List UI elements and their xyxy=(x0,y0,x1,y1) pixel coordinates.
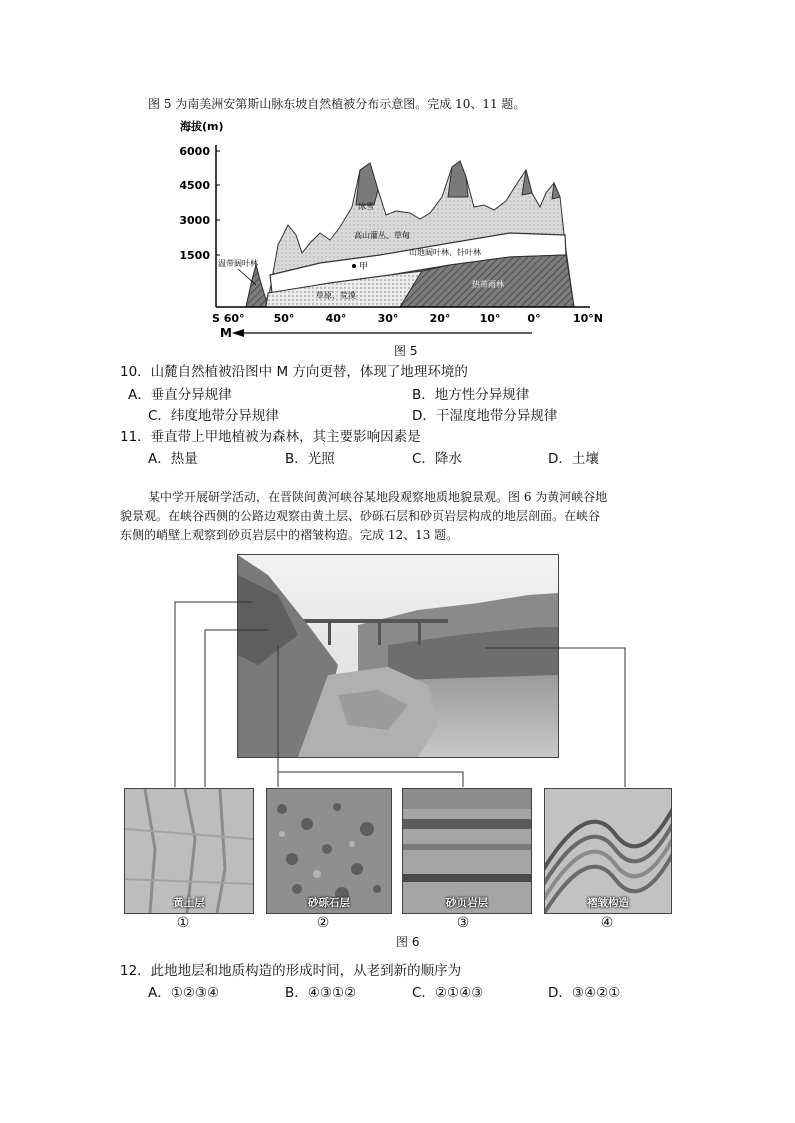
q12-option-a: A．①②③④ xyxy=(148,985,220,1001)
photo-loess-layer xyxy=(124,788,254,914)
q10-stem: 10．山麓自然植被沿图中 M 方向更替，体现了地理环境的 xyxy=(120,364,468,380)
photo-label-gravel: 砂砾石层 xyxy=(308,897,350,909)
intro-fig6-line3: 东侧的峭壁上观察到砂页岩层中的褶皱构造。完成 12、13 题。 xyxy=(120,528,459,542)
label-point-jia: 甲 xyxy=(359,262,369,272)
y-tick-4500: 4500 xyxy=(179,179,210,192)
figure-6-caption: 图 6 xyxy=(396,935,420,949)
photo-label-fold: 褶皱构造 xyxy=(587,897,629,909)
q11-option-c: C．降水 xyxy=(412,451,462,467)
photo-label-sandstone-shale: 砂页岩层 xyxy=(446,897,488,909)
x-tick-10n: 10°N xyxy=(572,312,604,325)
y-tick-3000: 3000 xyxy=(179,214,210,227)
q10-option-a: A．垂直分异规律 xyxy=(128,387,232,403)
arrow-label-m: M xyxy=(220,326,232,340)
q11-option-b: B．光照 xyxy=(285,451,335,467)
photo-label-loess: 黄土层 xyxy=(173,897,205,909)
q12-option-c: C．②①④③ xyxy=(412,985,484,1001)
intro-fig6-line2: 貌景观。在峡谷西侧的公路边观察由黄土层、砂砾石层和砂页岩层构成的地层剖面。在峡谷 xyxy=(120,509,601,523)
q11-option-d: D．土壤 xyxy=(548,451,599,467)
q11-stem: 11．垂直带上甲地植被为森林，其主要影响因素是 xyxy=(120,429,421,445)
leader-lines xyxy=(120,590,640,790)
figure-5-caption: 图 5 xyxy=(394,344,418,358)
q12-option-b: B．④③①② xyxy=(285,985,357,1001)
q12-stem: 12．此地地层和地质构造的形成时间，从老到新的顺序为 xyxy=(120,963,462,979)
label-steppe: 草原、荒漠 xyxy=(316,291,356,300)
x-tick-s60: S 60° xyxy=(212,312,245,325)
figure-5-diagram xyxy=(160,115,620,345)
temperate-forest-zone xyxy=(246,265,266,307)
ice-cap-1 xyxy=(356,163,378,205)
y-tick-6000: 6000 xyxy=(179,145,210,158)
x-tick-50: 50° xyxy=(273,312,295,325)
q12-option-d: D．③④②① xyxy=(548,985,621,1001)
photo-gravel-layer xyxy=(266,788,392,914)
ice-cap-4 xyxy=(552,183,560,199)
label-ice-snow: 冰雪 xyxy=(358,202,374,211)
x-tick-40: 40° xyxy=(325,312,347,325)
q10-option-c: C．纬度地带分异规律 xyxy=(148,408,279,424)
x-tick-10: 10° xyxy=(479,312,501,325)
photo-sandstone-shale-layer xyxy=(402,788,532,914)
intro-fig6-line1: 某中学开展研学活动，在晋陕间黄河峡谷某地段观察地质地貌景观。图 6 为黄河峡谷地 xyxy=(148,490,608,504)
photo-num-3: ③ xyxy=(456,915,470,931)
ice-cap-2 xyxy=(448,161,468,197)
q11-option-a: A．热量 xyxy=(148,451,198,467)
photo-num-2: ② xyxy=(316,915,330,931)
x-tick-30: 30° xyxy=(377,312,399,325)
label-alpine: 高山灌丛、草甸 xyxy=(354,231,410,240)
label-rainforest: 热带雨林 xyxy=(472,280,504,289)
label-temperate: 温带阔叶林 xyxy=(218,259,258,268)
y-axis-title: 海拔(m) xyxy=(180,120,224,133)
y-tick-1500: 1500 xyxy=(179,249,210,262)
q10-option-b: B．地方性分异规律 xyxy=(412,387,530,403)
intro-fig5: 图 5 为南美洲安第斯山脉东坡自然植被分布示意图。完成 10、11 题。 xyxy=(148,97,526,111)
q10-option-d: D．干湿度地带分异规律 xyxy=(412,408,558,424)
point-jia-marker xyxy=(352,264,356,268)
photo-num-4: ④ xyxy=(600,915,614,931)
x-tick-0: 0° xyxy=(527,312,541,325)
photo-num-1: ① xyxy=(176,915,190,931)
label-montane: 山地阔叶林、针叶林 xyxy=(409,248,481,257)
photo-fold-structure xyxy=(544,788,672,914)
x-tick-20: 20° xyxy=(429,312,451,325)
